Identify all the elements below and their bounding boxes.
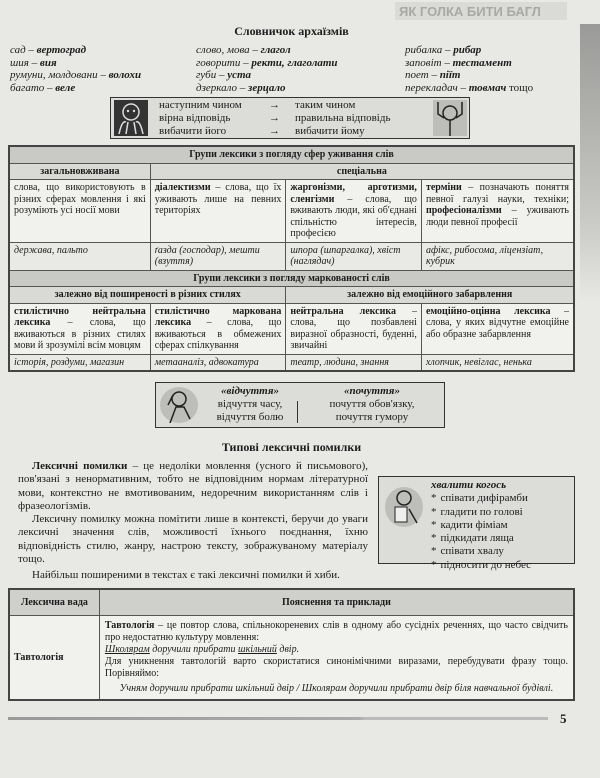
definition: слова, що використовують в різних сферах мовлення і які розуміють усі носії мови [14,182,146,216]
archaic-word: товмач [468,81,507,94]
sense-left-line: відчуття болю [216,411,284,423]
paragraph: Найбільш поширеними в текстах є такі лексичні помилки й хиби. [32,569,340,582]
bullet-icon: * [431,532,437,545]
term: нейтральна лексика [290,305,396,317]
description-cell [150,180,286,243]
archaism-entry: шия – вия [10,56,57,69]
advice: Для уникнення тавтологій варто скористатися синонімічними виразами, перебудувати фразу тощо. Порівняймо: [104,655,568,679]
paragraph: Лексичну помилку можна помітити лише в контексті, беручи до уваги лексичні значення слів, можливості їхнього поєднання, їхню відповідність стилю, жанру, настрою тексту, зображуваному матеріалу тощо. [18,513,368,566]
bullet-icon: * [431,518,437,531]
wrong-phrase: вибачити його [159,125,227,137]
archaic-word: волохи [108,69,142,81]
archaism-entry: багато – веле [10,81,76,94]
modern-word: поет [405,69,429,81]
paragraph-text: – це недоліки мовлення (усного й письмового), пов'язані з ненормативним, тобто не відповідним нормам літературної мови, контекстно не вмотивованим, недоречним використанням слів і фразеологізмів. [18,460,368,512]
modern-word: шия [10,56,29,69]
errors-text [18,460,368,566]
lexical-errors-table [8,588,575,701]
example-cell: афікс, рибосома, ліцензіат, кубрик [421,242,574,270]
footer-rule [8,717,548,720]
praise-phrase: співати хвалу [440,545,504,558]
page-number: 5 [560,710,567,726]
archaism-entry: слово, мова – глагол [196,44,291,56]
thinking-person-icon [160,387,198,423]
correction-row [159,99,390,112]
modern-word: перекладач [405,81,458,94]
archaic-word: рибар [453,44,482,56]
example-cell: держава, пальто [9,242,150,270]
term: терміни [425,182,462,193]
page-edge-decoration [580,24,600,304]
archaism-entry: заповіт – тестамент [405,56,512,69]
definition: – слова, що вживаються в обмежених сферах спілкування [154,317,282,351]
term: Лексичні помилки [32,460,128,472]
praise-item [431,492,531,505]
example-word: шкільний [238,643,277,655]
archaism-entry: перекладач – товмач тощо [405,81,534,94]
archaic-word: уста [227,69,252,81]
definition: – позначають поняття певної галузі науки, техніки; [425,182,569,205]
watermark-text: ЯК ГОЛКА БИТИ БАГЛ [399,4,541,19]
bullet-icon: * [431,558,437,571]
archaic-word: глагол [260,44,291,56]
modern-word: слово, мова [196,44,250,56]
wrong-phrase: наступним чином [159,99,242,111]
arrow-icon: → [269,99,280,111]
example-text: двір. [276,643,300,655]
column-header: спеціальна [150,163,574,180]
archaic-word: вертоград [36,44,87,56]
column-header: залежно від поширеності в різних стилях [9,287,286,304]
modern-word: дзеркало [196,81,238,94]
modern-word: сад [10,44,26,56]
archaic-word: ректи, глаголати [251,56,338,69]
arrow-icon: → [269,112,280,124]
praise-phrase: кадити фіміам [440,518,508,531]
bullet-icon: * [431,545,437,558]
sense-right-line: почуття обов'язку, [329,398,415,410]
archaism-entry: сад – вертоград [10,44,87,56]
modern-word: губи [196,69,217,81]
archaism-entry: говорити – ректи, глаголати [196,56,338,69]
archaism-entry: дзеркало – зерцало [196,81,286,94]
archaisms-list [8,44,575,94]
praise-phrase: гладити по голові [440,505,523,518]
column-header: Лексична вада [9,589,99,615]
senses-box [155,382,445,428]
praise-item [431,532,531,545]
decorative-watermark [395,0,567,22]
sense-right-line: почуття гумору [335,411,409,423]
archaic-word: піїт [439,69,461,81]
example-word: Школярам [104,643,150,655]
example-cell: театр, людина, знання [286,354,422,371]
description-cell [421,180,574,243]
example-cell: метааналіз, адвокатура [150,354,286,371]
praise-phrase: підкидати ляща [440,532,514,545]
definition: – це повтор слова, спільнокореневих слів в одному або сусідніх реченнях, що часто свідчить про недостатню культуру мовлення: [104,619,568,643]
archaisms-title: Словничок архаїзмів [234,24,349,38]
errors-title: Типові лексичні помилки [221,440,362,454]
correct-phrase: таким чином [295,99,356,111]
modern-word: багато [10,81,45,94]
bullet-icon: * [431,492,437,505]
arrow-icon: → [269,125,280,137]
praise-title: хвалити когось [431,479,507,491]
modern-word: заповіт [405,56,442,69]
correction-row [159,125,390,138]
definition: – слова, що позбавлені виразної образності, буденні, звичайні [290,305,417,351]
praise-item [431,506,531,519]
octopus-icon [114,100,148,136]
archaic-word: зерцало [248,81,286,94]
bullet-icon: * [431,505,437,518]
description-cell [150,303,286,354]
archaism-entry: румуни, молдовани – волохи [10,69,142,81]
sense-left-line: відчуття часу, [217,398,283,410]
archaism-entry: рибалка – рибар [405,44,482,56]
description-cell [286,180,422,243]
modern-word: румуни, молдовани [10,69,98,81]
sense-right-title: «почуття» [344,385,400,397]
modern-word: рибалка [405,44,443,56]
column-header: загальновживана [9,163,150,180]
column-header: Пояснення та приклади [99,589,574,615]
example-cell: ґазда (господар), мешти (взуття) [150,242,286,270]
table-title: Групи лексики з погляду сфер уживання слів [9,146,574,163]
definition: – уживають люди певної професії [425,205,569,228]
term: Тавтологія [104,619,155,631]
example-text: доручили прибрати [149,643,239,655]
example-cell: шпора (шпаргалка), хвіст (наглядач) [286,242,422,270]
description-cell [286,303,422,354]
archaisms-column [10,44,196,94]
definition: – слова, у яких відчутне емоційне або образне забарвлення [425,305,570,340]
praise-phrase: співати дифірамби [440,492,528,505]
suffix: тощо [508,81,534,94]
archaic-word: веле [55,81,76,94]
example-cell: хлопчик, невіглас, ненька [421,354,574,371]
comparison: Учням доручили прибрати шкільний двір / Школярам доручили прибрати двір біля навчальної будівлі. [119,682,554,694]
description-cell [9,180,150,243]
modern-word: говорити [196,56,241,69]
archaism-entry: поет – піїт [405,69,461,81]
archaic-word: тестамент [452,56,512,69]
divider [297,401,298,423]
definition: – слова, що їх уживають лише на певних територіях [154,182,282,216]
correction-row [159,112,390,125]
archaism-entry: губи – уста [196,69,252,81]
example-cell: історія, роздуми, магазин [9,354,150,371]
description-cell [9,303,150,354]
term: жаргонізми, арготизми, сленгізми [290,182,417,205]
error-type: Тавтологія [9,615,99,700]
term: професіоналізми [425,205,502,216]
term: стилістично нейтральна лексика [14,305,146,328]
lexicon-usage-table [8,145,575,372]
praise-box [378,476,575,571]
sense-left-title: «відчуття» [221,385,279,397]
term: емоційно-оцінна лексика [425,305,551,317]
praise-item [431,559,531,572]
table-title: Групи лексики з погляду маркованості слів [9,270,574,287]
footer [8,711,575,727]
cheering-person-icon [433,100,467,136]
correct-phrase: правильна відповідь [295,112,391,124]
correct-phrase: вибачити йому [295,125,365,137]
praise-item [431,519,531,532]
term: стилістично маркована лексика [154,305,282,328]
corrections-box [110,97,470,139]
archaisms-column [196,44,405,94]
praise-phrase: підносити до небес [440,558,532,571]
column-header: залежно від емоційного забарвлення [286,287,574,304]
term: діалектизми [154,182,211,193]
praise-item [431,545,531,558]
definition: – слова, що вживаються в різних стилях мови й зрозумілі всім мовцям [14,317,146,351]
wrong-phrase: вірна відповідь [159,112,231,124]
definition: – слова, що вживають люди, які об'єднані спільністю інтересів, професією [290,193,417,239]
writing-person-icon [385,487,423,527]
archaic-word: вия [39,56,57,69]
description-cell [421,303,574,354]
page-content [8,24,575,727]
archaisms-column [405,44,575,94]
